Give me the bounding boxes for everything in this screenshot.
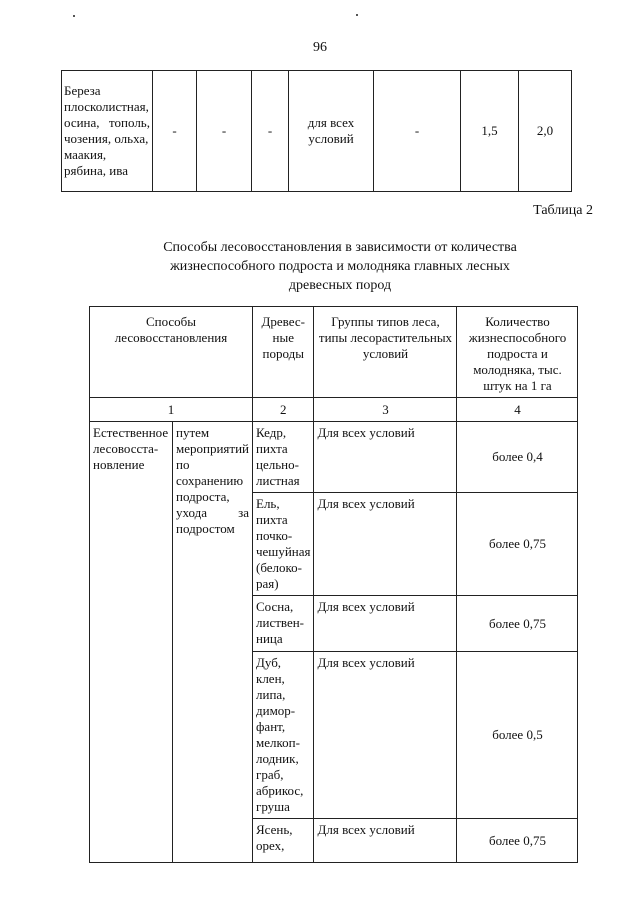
condition-cell: Для всех условий <box>314 819 457 863</box>
condition-cell: Для всех условий <box>314 596 457 652</box>
count-cell: более 0,75 <box>457 596 578 652</box>
column-number: 1 <box>90 398 253 422</box>
species-cell: Дуб, клен, липа, димор- фант, мелкоп- лодник, граб, абрикос, груша <box>253 652 314 819</box>
species-cell: Кедр, пихта цельно- листная <box>253 422 314 493</box>
conditions-cell: для всех условий <box>289 71 374 192</box>
condition-cell: Для всех условий <box>314 652 457 819</box>
count-cell: более 0,75 <box>457 819 578 863</box>
table-label: Таблица 2 <box>533 203 593 218</box>
table-title: Способы лесовосстановления в зависимости от количества жизнеспособного подроста и молодняка главных лесных древесных пород <box>163 240 517 293</box>
main-table <box>89 306 578 863</box>
scan-speck <box>73 15 75 17</box>
scan-speck <box>356 14 358 16</box>
column-number: 2 <box>253 398 314 422</box>
species-cell: Сосна, листвен- ница <box>253 596 314 652</box>
column-number: 3 <box>314 398 457 422</box>
value-cell: - <box>374 71 461 192</box>
value-cell: - <box>153 71 197 192</box>
header-row <box>90 307 578 398</box>
value-cell: 1,5 <box>461 71 519 192</box>
table-row <box>62 71 572 192</box>
species-cell: Ясень, орех, <box>253 819 314 863</box>
species-cell: Ель, пихта почко- чешуйная (белоко- рая) <box>253 493 314 596</box>
column-number-row <box>90 398 578 422</box>
count-cell: более 0,75 <box>457 493 578 596</box>
count-cell: более 0,5 <box>457 652 578 819</box>
species-cell: Береза плосколистная, осина, тополь, чозения, ольха, маакия, рябина, ива <box>62 71 153 192</box>
page-number: 96 <box>313 40 327 55</box>
condition-cell: Для всех условий <box>314 493 457 596</box>
method-cell: Естественное лесовосста- новление <box>90 422 173 863</box>
top-table <box>61 70 572 192</box>
condition-cell: Для всех условий <box>314 422 457 493</box>
value-cell: 2,0 <box>519 71 572 192</box>
count-cell: более 0,4 <box>457 422 578 493</box>
header-groups: Группы типов леса, типы лесорастительных условий <box>314 307 457 398</box>
value-cell: - <box>197 71 252 192</box>
column-number: 4 <box>457 398 578 422</box>
value-cell: - <box>252 71 289 192</box>
header-methods: Способы лесовосстановления <box>90 307 253 398</box>
submethod-cell: путем мероприятий по сохранению подроста, ухода за подростом <box>173 422 253 863</box>
header-count: Количество жизнеспособного подроста и молодняка, тыс. штук на 1 га <box>457 307 578 398</box>
header-species: Древес- ные породы <box>253 307 314 398</box>
table-row <box>90 422 578 493</box>
